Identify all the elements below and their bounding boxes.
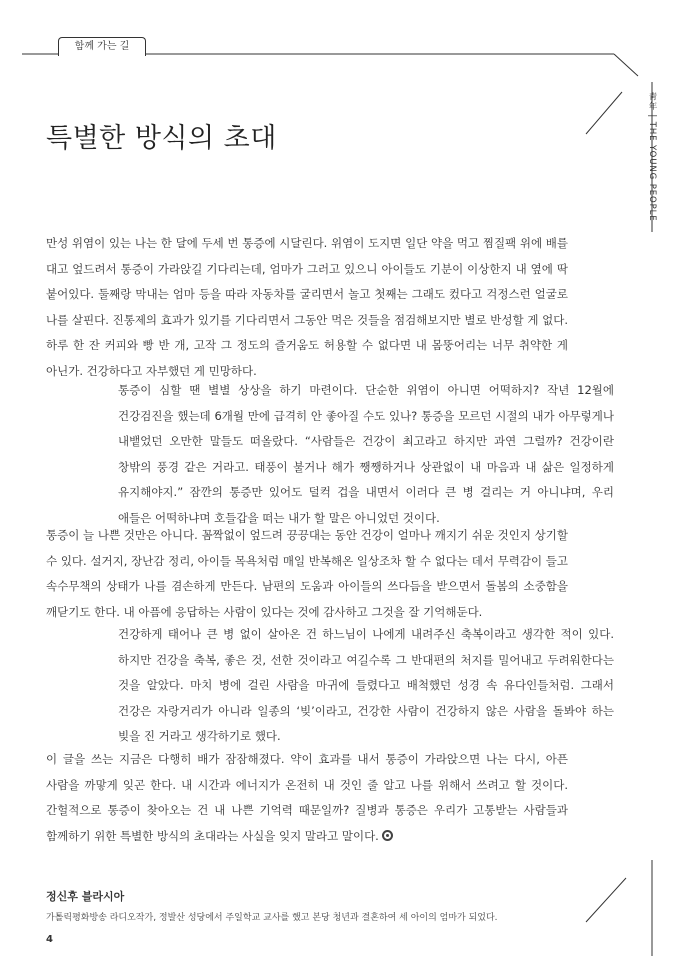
paragraph-3: 통증이 늘 나쁜 것만은 아니다. 꼼짝없이 엎드려 끙끙대는 동안 건강이 얼마나 깨지기 쉬운 것인지 상기할 수 있다. 설거지, 장난감 정리, 아이들 목욕처럼 매일 반복해온 일상조차 할 수 없다는 데서 무력감이 들고 속수무책의 상태가 나를 겸손하게 만든다. 남편의 도움과 아이들의 쓰다듬을 받으면서 돌봄의 소중함을 깨닫기도 한다. 내 아픔에 응답하는 사람이 있다는 것에 감사하고 그것을 잘 기억해둔다.: [46, 528, 568, 619]
paragraph-2: 통증이 심할 땐 별별 상상을 하기 마련이다. 단순한 위염이 아니면 어떡하지? 작년 12월에 건강검진을 했는데 6개월 만에 급격히 안 좋아질 수도 있나? 통증을 모르던 시절의 내가 아무렇게나 내뱉었던 오만한 말들도 떠올랐다. “사람들은 건강이 최고라고 하지만 과연 그럴까? 건강이란 창밖의 풍경 같은 거라고. 태풍이 불거나 해가 쨍쨍하거나 상관없이 내 마음과 내 삶은 일정하게 유지해야지.” 잠깐의 통증만 있어도 덜컥 겁을 내면서 이러다 큰 병 걸리는 거 아니냐며, 우리 애들은 어떡하냐며 호들갑을 떠는 내가 할 말은 아니었던 것이다.: [118, 383, 614, 525]
paragraph-5: [46, 747, 568, 849]
side-label: 靑年 | THE YOUNG PEOPLE: [647, 92, 657, 222]
paragraph-5-text: 이 글을 쓰는 지금은 다행히 배가 잠잠해졌다. 약이 효과를 내서 통증이 가라앉으면 나는 다시, 아픈 사람을 까맣게 잊곤 한다. 내 시간과 에너지가 온전히 내 것인 줄 알고 나를 위해서 쓰려고 할 것이다. 간헐적으로 통증이 찾아오는 건 내 나쁜 기억력 때문일까? 질병과 통증은 우리가 고통받는 사람들과 함께하기 위한 특별한 방식의 초대라는 사실을 잊지 말라고 말이다.: [46, 752, 568, 843]
author-bio: 가톨릭평화방송 라디오작가, 정발산 성당에서 주일학교 교사를 했고 본당 청년과 결혼하여 세 아이의 엄마가 되었다.: [46, 913, 498, 923]
page-number: 4: [46, 934, 53, 945]
paragraph-4: 건강하게 태어나 큰 병 없이 살아온 건 하느님이 나에게 내려주신 축복이라고 생각한 적이 있다. 하지만 건강을 축복, 좋은 것, 선한 것이라고 여길수록 그 반대편의 처지를 밀어내고 두려워한다는 것을 알았다. 마치 병에 걸린 사람을 마귀에 들렸다고 배척했던 성경 속 유다인들처럼. 그래서 건강은 자랑거리가 아니라 일종의 ‘빚’이라고, 건강한 사람이 건강하지 않은 사람을 돌봐야 하는 빚을 진 거라고 생각하기로 했다.: [118, 627, 614, 743]
top-diagonal-mark: [586, 92, 622, 134]
section-tab: 함께 가는 길: [58, 37, 146, 56]
header-corner-diagonal: [614, 54, 638, 76]
author-name: 정신후 블라시아: [46, 890, 125, 903]
end-mark-icon: [382, 830, 393, 841]
article-title: 특별한 방식의 초대: [46, 123, 277, 154]
paragraph-1: 만성 위염이 있는 나는 한 달에 두세 번 통증에 시달린다. 위염이 도지면 일단 약을 먹고 찜질팩 위에 배를 대고 엎드려서 통증이 가라앉길 기다리는데, 엄마가 그러고 있으니 아이들도 기분이 이상한지 내 옆에 딱 붙어있다. 둘째랑 막내는 엄마 등을 따라 자동차를 굴리면서 놀고 첫째는 그래도 컸다고 걱정스런 얼굴로 나를 살핀다. 진통제의 효과가 있기를 기다리면서 그동안 먹은 것들을 점검해보지만 별로 반성할 게 없다. 하루 한 잔 커피와 빵 반 개, 고작 그 정도의 즐거움도 허용할 수 없다면 내 몸뚱어리는 너무 취약한 게 아닌가. 건강하다고 자부했던 게 민망하다.: [46, 236, 568, 378]
bottom-diagonal-mark: [586, 878, 626, 922]
